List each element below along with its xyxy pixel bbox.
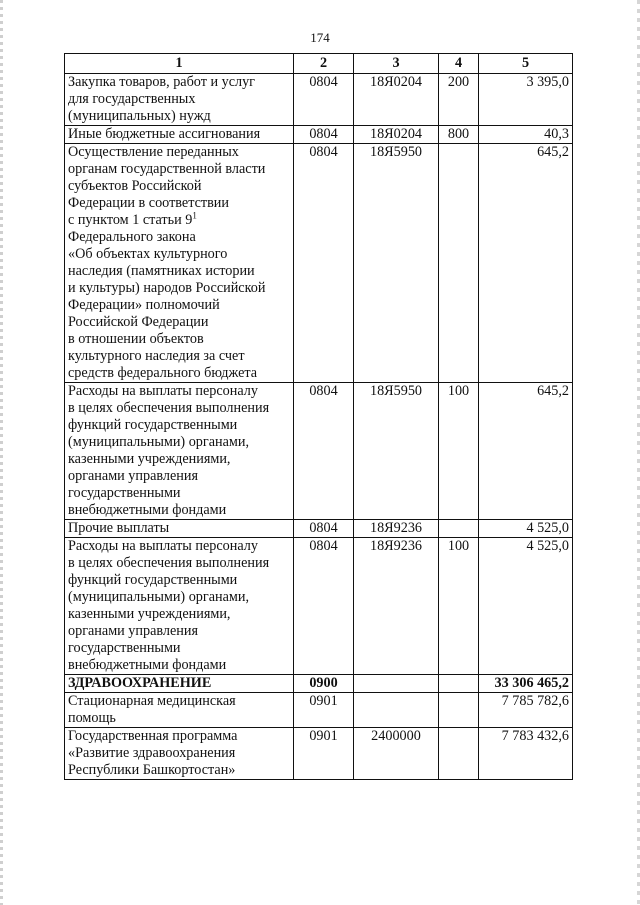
row-name-cell [65,74,294,126]
amount-cell: 4 525,0 [479,538,573,675]
section-code-cell: 0804 [294,383,354,520]
column-header: 4 [439,54,479,74]
row-name-cell [65,728,294,780]
row-name-line: Расходы на выплаты персоналу [68,383,258,399]
row-name-line: казенными учреждениями, [68,606,231,622]
table-row [65,520,573,538]
row-name-line: помощь [68,710,116,726]
row-name-line: Государственная программа [68,728,238,744]
section-code-cell: 0804 [294,74,354,126]
expense-type-cell [439,728,479,780]
row-name-line: ЗДРАВООХРАНЕНИЕ [68,675,212,691]
target-item-cell: 18Я5950 [354,144,439,383]
section-code-cell: 0901 [294,728,354,780]
row-name-line: и культуры) народов Российской [68,280,266,296]
row-name-line: наследия (памятниках истории [68,263,255,279]
row-name-line: Расходы на выплаты персоналу [68,538,258,554]
row-name-line: Закупка товаров, работ и услуг [68,74,255,90]
amount-cell: 4 525,0 [479,520,573,538]
amount-cell: 7 785 782,6 [479,693,573,728]
amount-cell: 3 395,0 [479,74,573,126]
expense-type-cell [439,693,479,728]
section-code-cell: 0804 [294,144,354,383]
column-header: 2 [294,54,354,74]
row-name-line: органами управления [68,623,198,639]
expense-type-cell: 800 [439,126,479,144]
scan-edge-left [0,0,3,905]
row-name-line: внебюджетными фондами [68,657,227,673]
table-row [65,144,573,383]
expense-type-cell: 100 [439,383,479,520]
row-name-line: внебюджетными фондами [68,502,227,518]
column-header: 3 [354,54,439,74]
budget-table [64,53,573,780]
amount-cell: 40,3 [479,126,573,144]
column-header: 1 [65,54,294,74]
row-name-line: для государственных [68,91,196,107]
row-name-line: с пунктом 1 статьи $9^1$ [68,210,197,228]
section-code-cell: 0804 [294,126,354,144]
row-name-line: «Об объектах культурного [68,246,228,262]
row-name-line: (муниципальными) органами, [68,434,250,450]
expense-type-cell: 200 [439,74,479,126]
row-name-line: Республики Башкортостан» [68,762,236,778]
target-item-cell: 18Я9236 [354,538,439,675]
row-name-line: в целях обеспечения выполнения [68,400,270,416]
row-name-line: культурного наследия за счет [68,348,245,364]
table-row [65,538,573,675]
row-name-cell [65,538,294,675]
amount-cell: 33 306 465,2 [479,675,573,693]
row-name-line: Иные бюджетные ассигнования [68,126,261,142]
row-name-line: (муниципальными) органами, [68,589,250,605]
table-row [65,728,573,780]
row-name-line: Федерации в соответствии [68,195,229,211]
row-name-line: (муниципальных) нужд [68,108,211,124]
row-name-line: средств федерального бюджета [68,365,258,381]
section-code-cell: 0804 [294,538,354,675]
target-item-cell: 2400000 [354,728,439,780]
page-number: 174 [310,30,330,45]
table-body [65,74,573,780]
amount-cell: 645,2 [479,144,573,383]
row-name-line: органам государственной власти [68,161,266,177]
target-item-cell: 18Я9236 [354,520,439,538]
section-code-cell: 0804 [294,520,354,538]
row-name-line: «Развитие здравоохранения [68,745,236,761]
row-name-line: функций государственными [68,572,238,588]
target-item-cell [354,675,439,693]
row-name-cell [65,675,294,693]
target-item-cell: 18Я0204 [354,74,439,126]
target-item-cell [354,693,439,728]
section-code-cell: 0900 [294,675,354,693]
row-name-line: Стационарная медицинская [68,693,236,709]
row-name-line: казенными учреждениями, [68,451,231,467]
target-item-cell: 18Я0204 [354,126,439,144]
row-name-line: Федерации» полномочий [68,297,220,313]
row-name-cell [65,144,294,383]
row-name-cell [65,520,294,538]
row-name-line: в целях обеспечения выполнения [68,555,270,571]
table-row [65,383,573,520]
row-name-line: функций государственными [68,417,238,433]
expense-type-cell [439,520,479,538]
row-name-line: государственными [68,485,181,501]
amount-cell: 645,2 [479,383,573,520]
row-name-line: Российской Федерации [68,314,209,330]
expense-type-cell: 100 [439,538,479,675]
section-code-cell: 0901 [294,693,354,728]
table-row [65,74,573,126]
expense-type-cell [439,144,479,383]
row-name-cell [65,126,294,144]
row-name-cell [65,693,294,728]
row-name-cell [65,383,294,520]
row-name-line: Осуществление переданных [68,144,239,160]
row-name-line: в отношении объектов [68,331,204,347]
row-name-line: Прочие выплаты [68,520,170,536]
table-row [65,126,573,144]
row-name-line: субъектов Российской [68,178,202,194]
footnote-superscript: 1 [192,210,197,221]
table-row [65,675,573,693]
amount-cell: 7 783 432,6 [479,728,573,780]
row-name-line: органами управления [68,468,198,484]
column-header: 5 [479,54,573,74]
row-name-line: государственными [68,640,181,656]
table-header-row [65,54,573,74]
expense-type-cell [439,675,479,693]
table-row [65,693,573,728]
target-item-cell: 18Я5950 [354,383,439,520]
row-name-line: Федерального закона [68,229,196,245]
